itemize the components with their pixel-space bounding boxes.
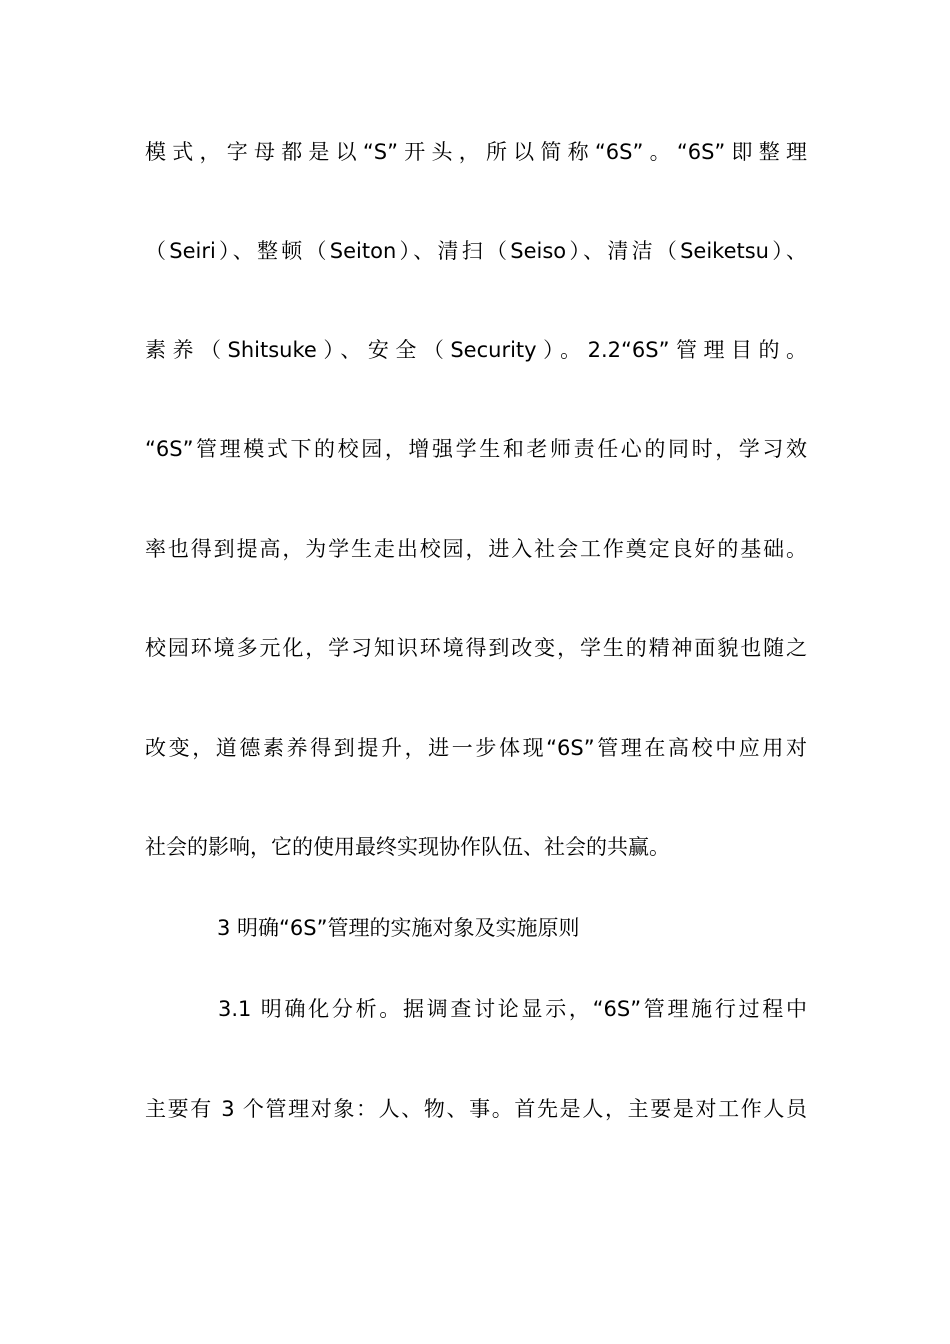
paragraph-line: 主要有 3 个管理对象：人、物、事。首先是人，主要是对工作人员 xyxy=(145,1097,807,1121)
paragraph-line: （Seiri）、整顿（Seiton）、清扫（Seiso）、清洁（Seiketsu）、 xyxy=(145,239,807,263)
section-heading: 3 明确“6S”管理的实施对象及实施原则 xyxy=(217,916,580,940)
paragraph-line: “6S”管理模式下的校园，增强学生和老师责任心的同时，学习效 xyxy=(145,437,807,461)
paragraph-line: 改变，道德素养得到提升，进一步体现“6S”管理在高校中应用对 xyxy=(145,736,807,760)
paragraph-line: 模式，字母都是以“S”开头，所以简称“6S”。“6S”即整理 xyxy=(145,140,807,164)
paragraph-line: 素养（Shitsuke）、安全（Security）。2.2“6S”管理目的。 xyxy=(145,338,807,362)
paragraph-line: 校园环境多元化，学习知识环境得到改变，学生的精神面貌也随之 xyxy=(145,636,807,660)
paragraph-line: 社会的影响，它的使用最终实现协作队伍、社会的共赢。 xyxy=(145,835,670,859)
paragraph-line: 3.1 明确化分析。据调查讨论显示，“6S”管理施行过程中 xyxy=(218,997,807,1021)
paragraph-line: 率也得到提高，为学生走出校园，进入社会工作奠定良好的基础。 xyxy=(145,537,807,561)
